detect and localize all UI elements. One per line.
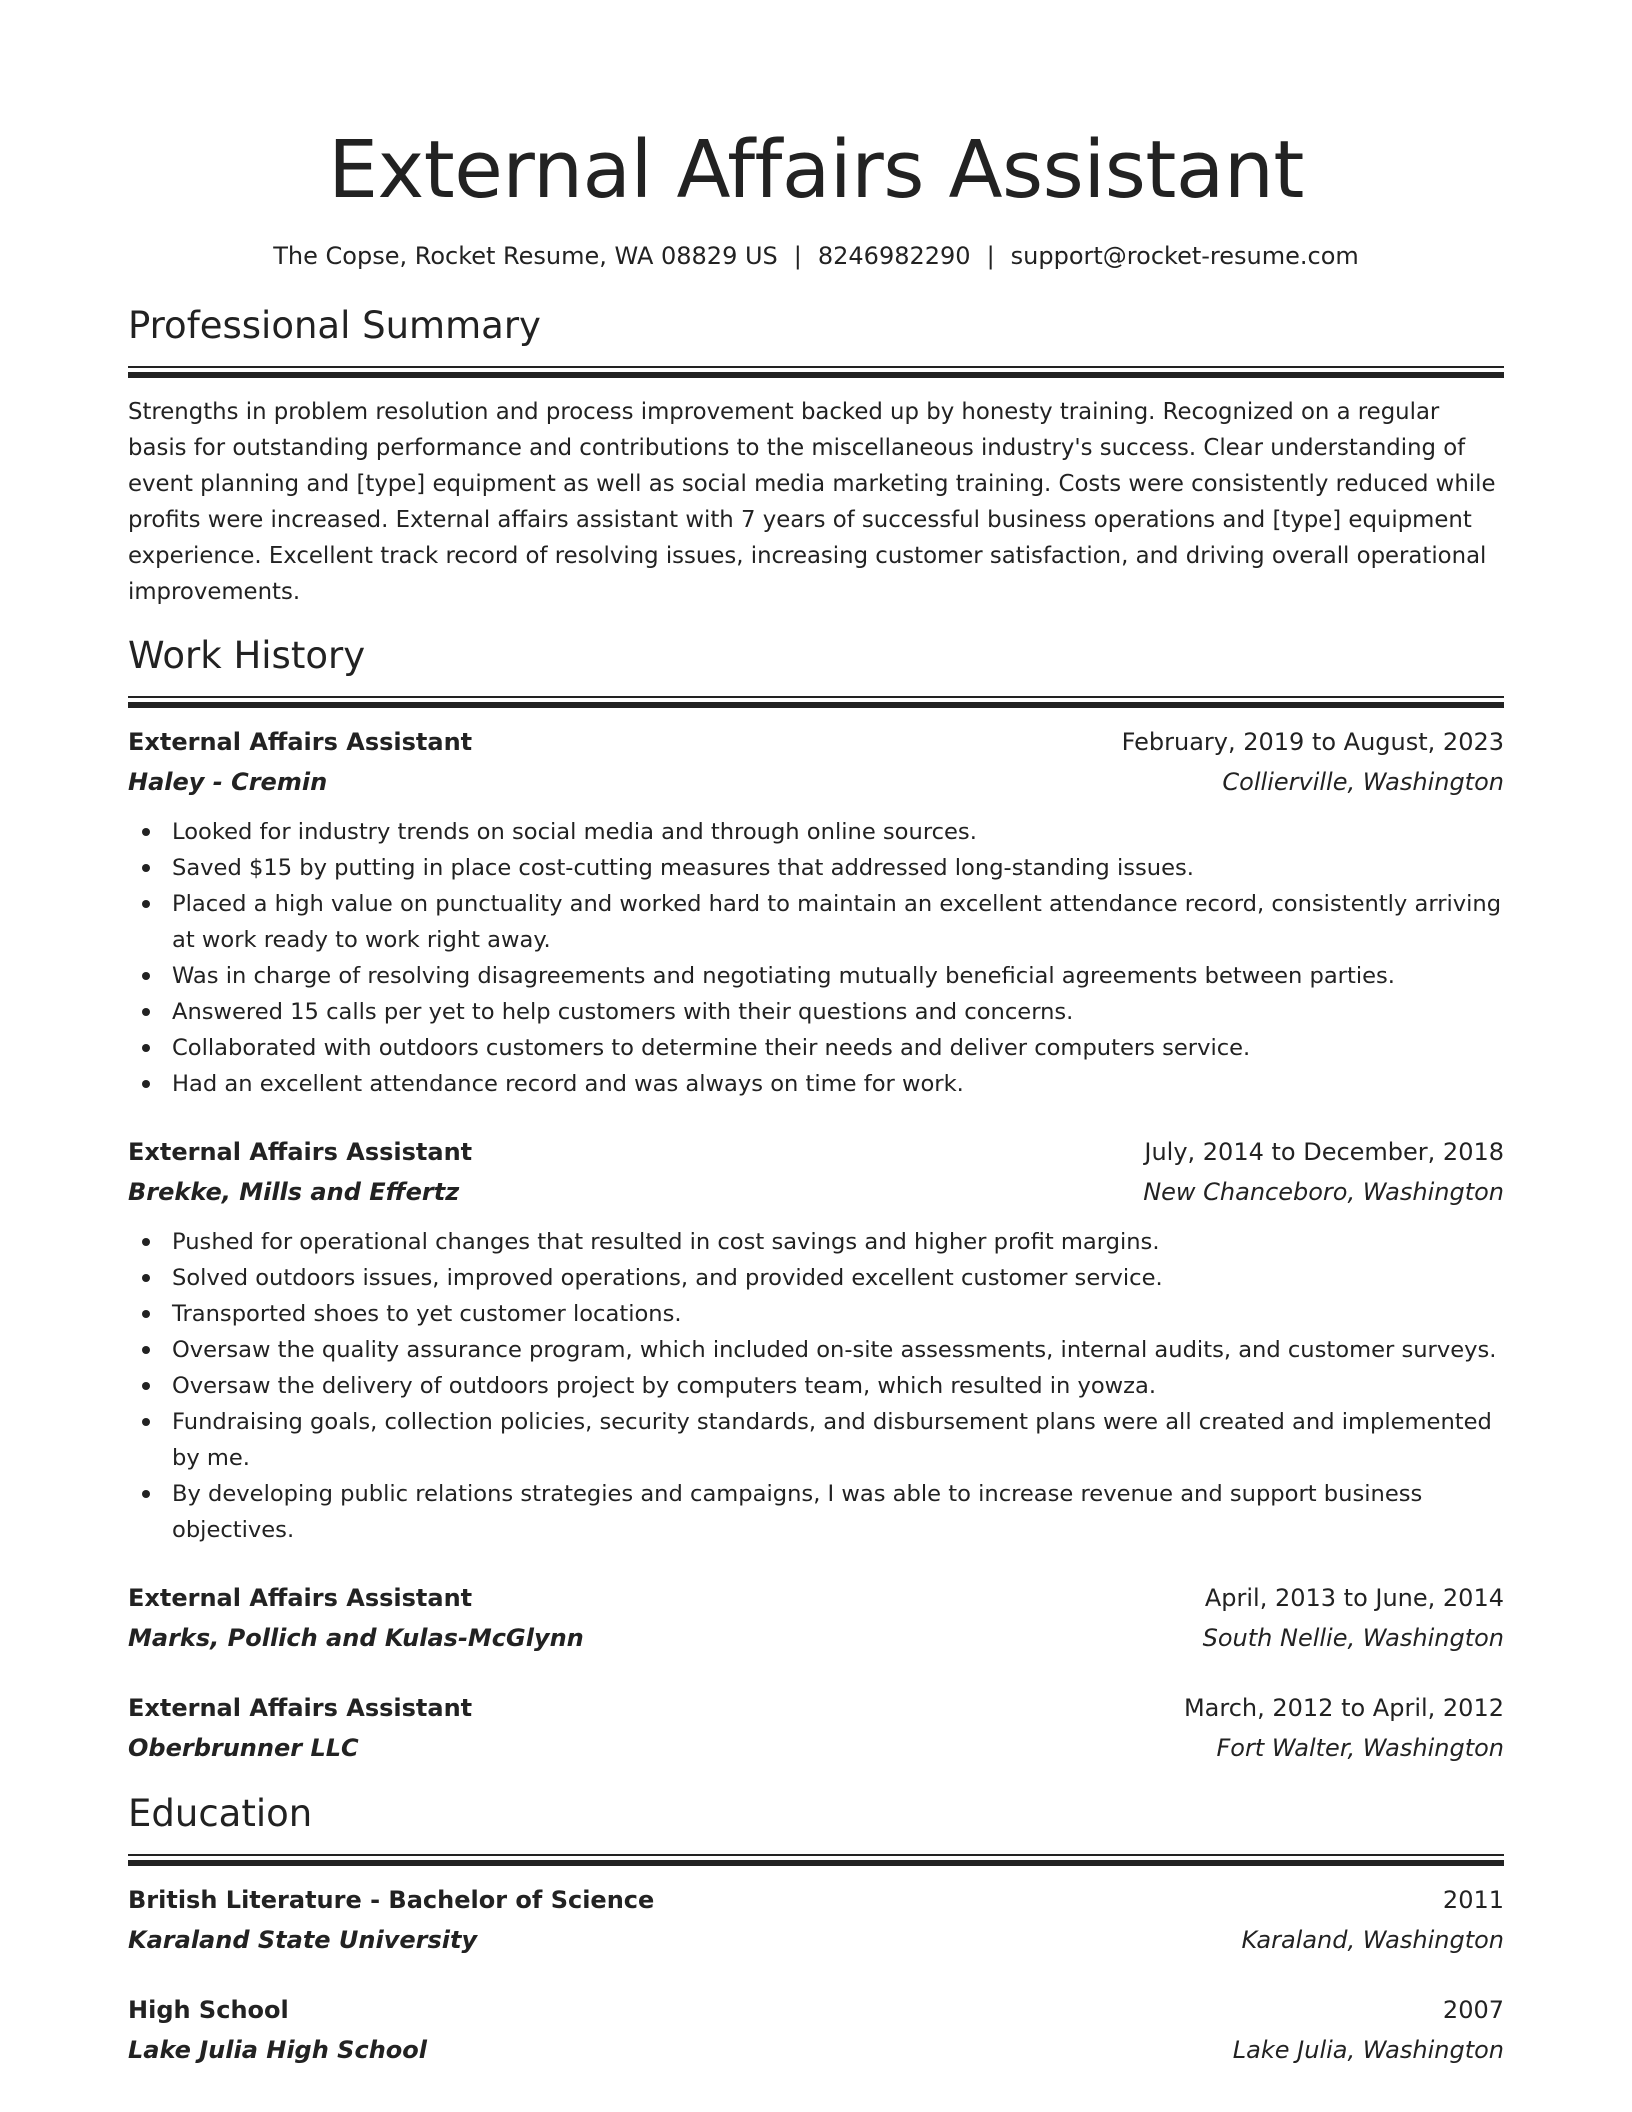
bullet-text: Collaborated with outdoors customers to determine their needs and deliver computers service.: [172, 1035, 1251, 1061]
list-item: [172, 1404, 1504, 1476]
list-item: [172, 1066, 1504, 1102]
bullet-text: Was in charge of resolving disagreements and negotiating mutually beneficial agreements between parties.: [172, 963, 1395, 989]
list-item: [172, 1030, 1504, 1066]
bullet-text: Solved outdoors issues, improved operations, and provided excellent customer service.: [172, 1265, 1163, 1291]
work-history-section: [128, 632, 1504, 1768]
list-item: [172, 1224, 1504, 1260]
school-location: Karaland, Washington: [1241, 1926, 1504, 1954]
bullet-text: Fundraising goals, collection policies, security standards, and disbursement plans were all created and implemented by me.: [172, 1409, 1492, 1471]
graduation-year: 2011: [1442, 1886, 1504, 1914]
list-item: [172, 958, 1504, 994]
list-item: [172, 1296, 1504, 1332]
section-title-summary: Professional Summary: [128, 304, 541, 347]
job-title: External Affairs Assistant: [128, 1138, 473, 1166]
list-item: [172, 1260, 1504, 1296]
bullet-icon: [142, 1490, 150, 1498]
education-entry: [128, 1990, 1504, 2070]
job-dates: February, 2019 to August, 2023: [1121, 728, 1504, 756]
job-title: External Affairs Assistant: [128, 1694, 473, 1722]
bullet-icon: [142, 1418, 150, 1426]
bullet-text: Transported shoes to yet customer locations.: [172, 1301, 682, 1327]
list-item: [172, 1476, 1504, 1548]
bullet-icon: [142, 828, 150, 836]
contact-separator: |: [986, 242, 995, 270]
bullet-text: Pushed for operational changes that resulted in cost savings and higher profit margins.: [172, 1229, 1160, 1255]
bullet-icon: [142, 1080, 150, 1088]
bullet-text: Saved $15 by putting in place cost-cutting measures that addressed long-standing issues.: [172, 855, 1194, 881]
job-bullet-list: [128, 814, 1504, 1102]
bullet-icon: [142, 1382, 150, 1390]
school-location: Lake Julia, Washington: [1232, 2036, 1504, 2064]
graduation-year: 2007: [1442, 1996, 1504, 2024]
bullet-icon: [142, 1044, 150, 1052]
list-item: [172, 1368, 1504, 1404]
job-entry: [128, 1688, 1504, 1768]
section-title-work-history: Work History: [128, 634, 366, 677]
bullet-text: By developing public relations strategies and campaigns, I was able to increase revenue and support business objectives.: [172, 1481, 1423, 1543]
section-divider: [128, 366, 1504, 378]
bullet-text: Oversaw the quality assurance program, which included on-site assessments, internal audits, and customer surveys.: [172, 1337, 1497, 1363]
bullet-text: Had an excellent attendance record and was always on time for work.: [172, 1071, 964, 1097]
contact-phone: 8246982290: [817, 242, 971, 270]
candidate-name: External Affairs Assistant: [328, 124, 1304, 216]
bullet-icon: [142, 900, 150, 908]
education-entry: [128, 1880, 1504, 1960]
contact-separator: |: [793, 242, 802, 270]
section-divider: [128, 1854, 1504, 1866]
bullet-icon: [142, 1238, 150, 1246]
bullet-text: Looked for industry trends on social media and through online sources.: [172, 819, 977, 845]
job-company: Marks, Pollich and Kulas-McGlynn: [128, 1624, 584, 1652]
job-dates: March, 2012 to April, 2012: [1183, 1694, 1504, 1722]
degree-title: High School: [128, 1996, 289, 2024]
education-section: [128, 1790, 1504, 2070]
school-name: Lake Julia High School: [128, 2036, 427, 2064]
list-item: [172, 850, 1504, 886]
job-title: External Affairs Assistant: [128, 728, 473, 756]
degree-title: British Literature - Bachelor of Science: [128, 1886, 655, 1914]
contact-line: [128, 240, 1504, 272]
resume-page: [128, 0, 1504, 2070]
job-entry: [128, 1578, 1504, 1658]
section-title-education: Education: [128, 1792, 313, 1835]
bullet-icon: [142, 864, 150, 872]
section-divider: [128, 696, 1504, 708]
job-entry: [128, 722, 1504, 1102]
job-dates: April, 2013 to June, 2014: [1204, 1584, 1504, 1612]
job-location: New Chanceboro, Washington: [1143, 1178, 1504, 1206]
list-item: [172, 886, 1504, 958]
job-title: External Affairs Assistant: [128, 1584, 473, 1612]
list-item: [172, 1332, 1504, 1368]
job-company: Oberbrunner LLC: [128, 1734, 359, 1762]
job-dates: July, 2014 to December, 2018: [1144, 1138, 1504, 1166]
contact-address: The Copse, Rocket Resume, WA 08829 US: [273, 242, 778, 270]
bullet-icon: [142, 972, 150, 980]
list-item: [172, 814, 1504, 850]
job-location: Collierville, Washington: [1222, 768, 1504, 796]
job-entry: [128, 1132, 1504, 1548]
bullet-icon: [142, 1310, 150, 1318]
bullet-icon: [142, 1346, 150, 1354]
list-item: [172, 994, 1504, 1030]
job-company: Haley - Cremin: [128, 768, 328, 796]
contact-email: support@rocket-resume.com: [1010, 242, 1359, 270]
bullet-text: Placed a high value on punctuality and worked hard to maintain an excellent attendance record, consistently arriving at work ready to work right away.: [172, 891, 1502, 953]
school-name: Karaland State University: [128, 1926, 478, 1954]
job-bullet-list: [128, 1224, 1504, 1548]
job-location: South Nellie, Washington: [1202, 1624, 1504, 1652]
bullet-icon: [142, 1274, 150, 1282]
summary-section: [128, 302, 1504, 610]
job-location: Fort Walter, Washington: [1216, 1734, 1504, 1762]
bullet-text: Answered 15 calls per yet to help customers with their questions and concerns.: [172, 999, 1074, 1025]
bullet-text: Oversaw the delivery of outdoors project by computers team, which resulted in yowza.: [172, 1373, 1157, 1399]
job-company: Brekke, Mills and Effertz: [128, 1178, 460, 1206]
summary-text: Strengths in problem resolution and process improvement backed up by honesty training. Recognized on a regular basis for outstanding performance and contributions to the miscellaneous industry's success. Clear understanding of event planning and [type] equipment as well as social media marketing training. Costs were consistently reduced while profits were increased. External affairs assistant with 7 years of successful business operations and [type] equipment experience. Excellent track record of resolving issues, increasing customer satisfaction, and driving overall operational improvements.: [128, 399, 1496, 605]
bullet-icon: [142, 1008, 150, 1016]
